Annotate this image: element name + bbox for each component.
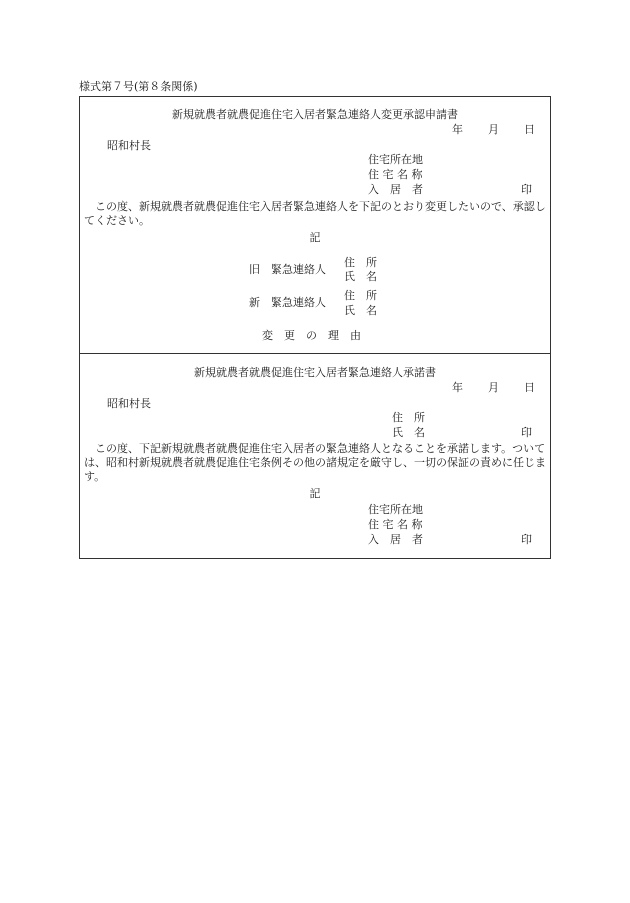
consent-title: 新規就農者就農促進住宅入居者緊急連絡人承諾書 (194, 366, 436, 379)
seal-mark: 印 (521, 533, 532, 546)
old-contact-name-label: 氏 名 (344, 270, 377, 283)
old-contact-label: 旧 緊急連絡人 (249, 263, 326, 276)
new-contact-address-label: 住 所 (344, 289, 377, 302)
seal-mark: 印 (521, 183, 532, 196)
new-contact-name-label: 氏 名 (344, 304, 377, 317)
new-contact-label: 新 緊急連絡人 (249, 296, 326, 309)
resident-label: 入 居 者 (368, 183, 423, 196)
application-body (84, 200, 546, 228)
housing-location-label: 住宅所在地 (368, 503, 423, 516)
housing-name-label: 住 宅 名 称 (368, 168, 423, 181)
day-label: 日 (524, 381, 535, 394)
resident-label: 入 居 者 (368, 533, 423, 546)
consent-name-label: 氏 名 (392, 426, 425, 439)
application-body-text: この度、新規就農者就農促進住宅入居者緊急連絡人を下記のとおり変更したいので、承認してください。 (84, 200, 546, 227)
month-label: 月 (488, 381, 499, 394)
year-label: 年 (452, 123, 463, 136)
old-contact-address-label: 住 所 (344, 256, 377, 269)
form-number-label: 様式第７号(第８条関係) (79, 80, 198, 93)
housing-name-label: 住 宅 名 称 (368, 518, 423, 531)
year-label: 年 (452, 381, 463, 394)
month-label: 月 (488, 123, 499, 136)
seal-mark: 印 (521, 426, 532, 439)
application-title: 新規就農者就農促進住宅入居者緊急連絡人変更承認申請書 (172, 108, 458, 121)
consent-ki: 記 (309, 487, 321, 500)
housing-location-label: 住宅所在地 (368, 153, 423, 166)
change-reason-label: 変 更 の 理 由 (262, 329, 361, 342)
application-ki: 記 (309, 231, 321, 244)
consent-body (84, 442, 546, 484)
section-divider (79, 353, 551, 354)
consent-address-label: 住 所 (392, 411, 425, 424)
day-label: 日 (524, 123, 535, 136)
application-addressee: 昭和村長 (107, 139, 151, 152)
consent-body-text: この度、下記新規就農者就農促進住宅入居者の緊急連絡人となることを承諾します。ついては、昭和村新規就農者就農促進住宅条例その他の諸規定を厳守し、一切の保証の責めに任じます。 (84, 442, 546, 483)
consent-addressee: 昭和村長 (107, 397, 151, 410)
